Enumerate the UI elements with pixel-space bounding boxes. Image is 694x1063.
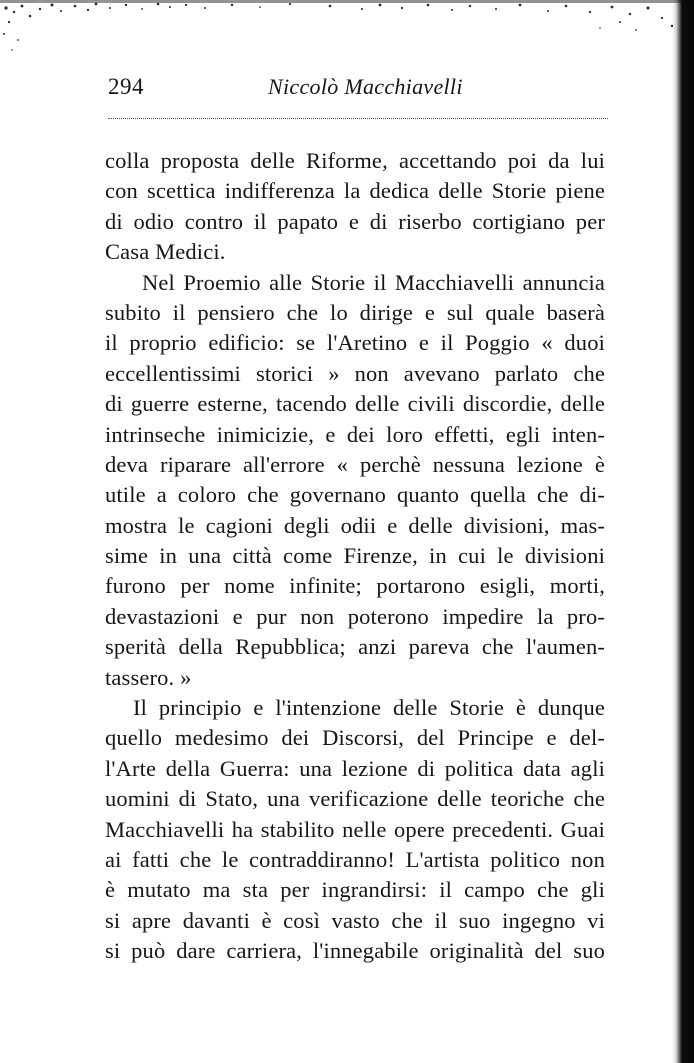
paragraph-1: [105, 146, 605, 268]
text-line: Nel Proemio alle Storie il Macchiavelli annuncia: [142, 269, 605, 295]
paragraph-3: [105, 693, 605, 967]
text-line: sime in una città come Firenze, in cui le divisioni: [105, 543, 605, 569]
text-line: di guerre esterne, tacendo delle civili discordie, delle: [105, 391, 605, 417]
text-line: Macchiavelli ha stabilito nelle opere precedenti. Guai: [105, 816, 605, 842]
text-line: Casa Medici.: [105, 239, 226, 265]
text-line: colla proposta delle Riforme, accettando poi da lui: [105, 148, 605, 173]
page-number: 294: [108, 74, 144, 99]
scan-noise-top: [0, 0, 694, 60]
text-line: quello medesimo dei Discorsi, del Principe e del-: [105, 725, 605, 751]
page-header: [108, 68, 608, 104]
text-line: eccellentissimi storici » non avevano parlato che: [105, 360, 605, 386]
running-head: Niccolò Macchiavelli: [268, 74, 463, 99]
text-line: di odio contro il papato e di riserbo cortigiano per: [105, 208, 605, 234]
text-line: ai fatti che le contraddiranno! L'artista politico non: [105, 846, 605, 872]
text-line: è mutato ma sta per ingrandirsi: il campo che gli: [105, 877, 605, 903]
text-line: deva riparare all'errore « perchè nessuna lezione è: [105, 451, 605, 477]
paragraph-2: [105, 268, 605, 693]
text-line: furono per nome infinite; portarono esigli, morti,: [105, 573, 605, 599]
text-line: Il principio e l'intenzione delle Storie è dunque: [133, 695, 605, 721]
text-line: si apre davanti è così vasto che il suo ingegno vi: [105, 907, 605, 933]
scan-dark-edge: [672, 0, 694, 1063]
text-line: subito il pensiero che lo dirige e sul quale baserà: [105, 299, 605, 325]
text-line: utile a coloro che governano quanto quella che di-: [105, 482, 605, 508]
text-line: tassero. »: [105, 664, 192, 690]
text-line: mostra le cagioni degli odii e delle divisioni, mas-: [105, 512, 605, 538]
text-line: il proprio edificio: se l'Aretino e il Poggio « duoi: [105, 330, 605, 356]
header-rule: [108, 118, 608, 119]
text-line: uomini di Stato, una verificazione delle teoriche che: [105, 786, 605, 812]
text-line: intrinseche inimicizie, e dei loro effetti, egli inten-: [105, 421, 605, 447]
text-line: devastazioni e pur non poterono impedire la pro-: [105, 603, 605, 629]
text-line: l'Arte della Guerra: una lezione di politica data agli: [105, 755, 605, 781]
text-line: si può dare carriera, l'innegabile originalità del suo: [105, 938, 605, 964]
body-text: [105, 146, 605, 967]
text-line: con scettica indifferenza la dedica delle Storie piene: [105, 178, 605, 204]
text-line: sperità della Repubblica; anzi pareva che l'aumen-: [105, 634, 605, 660]
